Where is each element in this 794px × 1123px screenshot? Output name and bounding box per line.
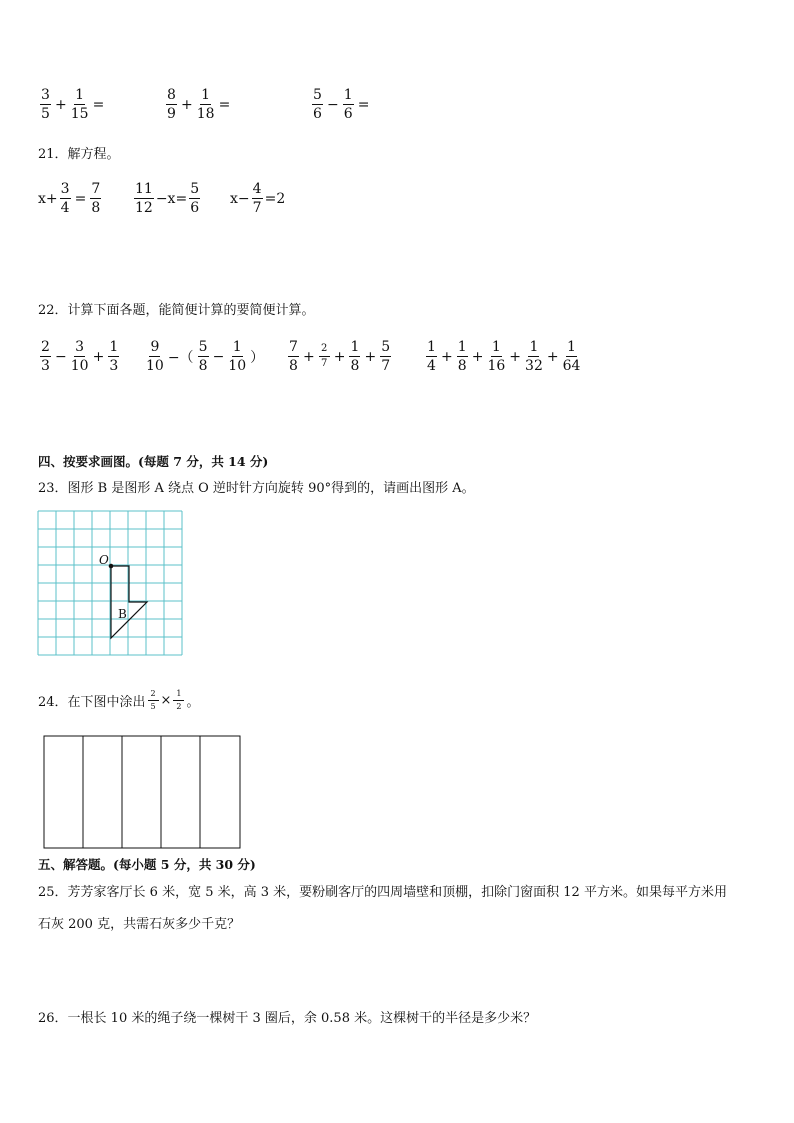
- label-o: O: [99, 553, 109, 567]
- fraction: $\frac{1}{6}$: [343, 87, 353, 122]
- fraction: $\frac{1}{18}$: [196, 87, 215, 122]
- fraction: $\frac{5}{6}$: [190, 181, 200, 216]
- q24-text: 24．在下图中涂出 $\frac{2}{5}$ × $\frac{1}{2}$ 。: [38, 689, 200, 711]
- q25-line-2: 石灰 200 克，共需石灰多少千克？: [38, 917, 241, 932]
- fraction: $\frac{1}{64}$: [562, 339, 581, 374]
- expr-3-5-plus-1-15: $\frac{3}{5}$ + $\frac{1}{15}$ =: [41, 87, 105, 122]
- fraction: $\frac{5}{7}$: [381, 339, 391, 374]
- fraction: $\frac{11}{12}$: [135, 181, 153, 216]
- fraction: $\frac{9}{10}$: [146, 339, 164, 374]
- fraction: $\frac{1}{3}$: [109, 339, 119, 374]
- fraction: $\frac{4}{7}$: [252, 181, 262, 216]
- fraction: $\frac{7}{8}$: [289, 339, 298, 374]
- fraction: $\frac{2}{7}$: [319, 344, 330, 369]
- figure-b: [111, 566, 147, 638]
- q21-equation-1: x+ $\frac{3}{4}$ = $\frac{7}{8}$: [38, 181, 101, 216]
- fraction: $\frac{5}{6}$: [313, 87, 322, 122]
- fraction: $\frac{3}{5}$: [41, 87, 50, 122]
- q21-equation-2: $\frac{11}{12}$ −x= $\frac{5}{6}$: [135, 181, 200, 216]
- q22-expression-4: $\frac{1}{4}$ + $\frac{1}{8}$ + $\frac{1}{16}$ + $\frac{1}{32}$ + $\frac{1}{64}$: [427, 339, 581, 374]
- fraction: $\frac{2}{5}$: [148, 690, 159, 711]
- q22-expression-3: $\frac{7}{8}$ + $\frac{2}{7}$ + $\frac{1}{8}$ + $\frac{5}{7}$: [289, 339, 391, 374]
- q23-text: 23．图形 B 是图形 A 绕点 O 逆时针方向旋转 90°得到的，请画出图形 A。: [38, 481, 475, 496]
- point-o: [109, 564, 114, 569]
- q21-title: 21．解方程。: [38, 147, 120, 162]
- fraction: $\frac{3}{4}$: [60, 181, 70, 216]
- q25-line-1: 25．芳芳家客厅长 6 米，宽 5 米，高 3 米，要粉刷客厅的四周墙壁和顶棚，扣除门窗面积 12 平方米。如果每平方米用: [38, 885, 727, 900]
- grid-lines: [38, 511, 182, 655]
- q22-expression-1: $\frac{2}{3}$ − $\frac{3}{10}$ + $\frac{1}{3}$: [41, 339, 119, 374]
- fraction: $\frac{1}{10}$: [228, 339, 247, 374]
- fraction: $\frac{1}{15}$: [70, 87, 89, 122]
- q21-equation-3: x− $\frac{4}{7}$ =2: [230, 181, 286, 216]
- fraction: $\frac{7}{8}$: [91, 181, 101, 216]
- fraction: $\frac{1}{8}$: [350, 339, 360, 374]
- fraction: $\frac{1}{8}$: [457, 339, 467, 374]
- expr-8-9-plus-1-18: $\frac{8}{9}$ + $\frac{1}{18}$ =: [167, 87, 231, 122]
- label-b: B: [118, 607, 127, 621]
- q26-text: 26．一根长 10 米的绳子绕一棵树干 3 圈后，余 0.58 米。这棵树干的半径是多少米？: [38, 1011, 537, 1026]
- section-5-heading: 五、解答题。(每小题 5 分，共 30 分): [38, 857, 256, 872]
- fraction: $\frac{3}{10}$: [70, 339, 89, 374]
- fraction: $\frac{1}{16}$: [487, 339, 506, 374]
- fraction: $\frac{1}{2}$: [173, 690, 184, 711]
- expr-5-6-minus-1-6: $\frac{5}{6}$ − $\frac{1}{6}$ =: [313, 87, 370, 122]
- q22-title: 22．计算下面各题，能简便计算的要简便计算。: [38, 303, 315, 318]
- fraction: $\frac{8}{9}$: [167, 87, 176, 122]
- fraction: $\frac{5}{8}$: [198, 339, 208, 374]
- q22-expression-2: $\frac{9}{10}$ −（ $\frac{5}{8}$ − $\frac{1}{10}$ ）: [146, 339, 265, 374]
- fraction: $\frac{2}{3}$: [41, 339, 50, 374]
- fraction: $\frac{1}{4}$: [427, 339, 436, 374]
- shading-rectangle: [43, 735, 241, 849]
- section-4-heading: 四、按要求画图。(每题 7 分，共 14 分): [38, 454, 269, 469]
- fraction: $\frac{1}{32}$: [525, 339, 543, 374]
- rotation-grid: [37, 510, 187, 660]
